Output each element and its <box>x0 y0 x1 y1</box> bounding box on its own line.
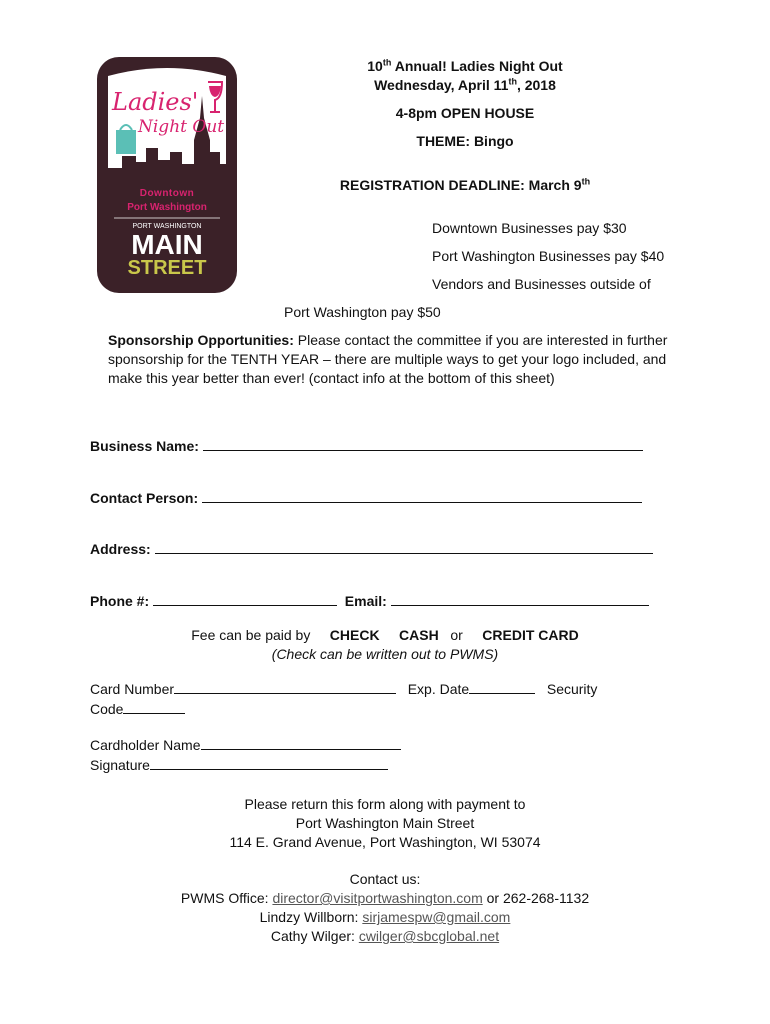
sponsorship-label: Sponsorship Opportunities: <box>108 332 294 348</box>
event-date: Wednesday, April 11th, 2018 <box>374 76 556 93</box>
contact-person-row <box>90 489 642 506</box>
payment-cash: CASH <box>399 627 439 643</box>
card-number-field[interactable] <box>174 681 396 694</box>
payment-or: or <box>450 627 463 643</box>
fee-downtown: Downtown Businesses pay $30 <box>432 220 627 236</box>
return-line3: 114 E. Grand Avenue, Port Washington, WI 53074 <box>229 834 541 850</box>
event-edition: 10th Annual! Ladies Night Out <box>367 57 563 74</box>
logo-street: STREET <box>127 257 207 279</box>
phone-label: Phone #: <box>90 593 150 609</box>
event-hours: 4-8pm OPEN HOUSE <box>395 105 535 121</box>
logo-script-line2: Night Out <box>138 117 225 137</box>
contact-lindzy: Lindzy Willborn: sirjamespw@gmail.com <box>259 909 511 925</box>
logo-graphic <box>96 56 238 294</box>
fee-text: Fee can be paid by <box>191 627 311 643</box>
address-field[interactable] <box>155 540 653 554</box>
sponsorship-text: Please contact the committee if you are interested in further sponsorship for the TENTH YEAR – there are multiple ways to get your logo included, and make this year better than ever! (contact info at the bottom of this sheet) <box>108 332 668 386</box>
email-field[interactable] <box>391 592 649 606</box>
contact-heading: Contact us: <box>349 871 421 887</box>
logo-main: MAIN <box>131 229 203 260</box>
fee-port: Port Washington Businesses pay $40 <box>432 248 665 264</box>
return-block <box>90 795 680 852</box>
payment-credit: CREDIT CARD <box>482 627 579 643</box>
ladies-night-out-logo <box>96 56 238 294</box>
address-label: Address: <box>90 541 151 557</box>
registration-deadline: REGISTRATION DEADLINE: March 9th <box>339 176 591 193</box>
return-line1: Please return this form along with payment to <box>244 796 526 812</box>
contact-block <box>90 870 680 946</box>
cardholder-label: Cardholder Name <box>90 737 201 753</box>
signature-field[interactable] <box>150 757 388 770</box>
logo-script-line1: Ladies' <box>112 88 199 116</box>
phone-field[interactable] <box>153 592 337 606</box>
exp-date-field[interactable] <box>469 681 535 694</box>
phone-email-row <box>90 592 649 609</box>
contact-office: PWMS Office: director@visitportwashington.com or 262-268-1132 <box>180 890 590 906</box>
fee-vendors-cont: Port Washington pay $50 <box>284 304 441 320</box>
office-email-link[interactable]: director@visitportwashington.com <box>272 890 483 906</box>
signature-label: Signature <box>90 757 150 773</box>
exp-date-label: Exp. Date <box>407 681 470 697</box>
logo-small-text: PORT WASHINGTON <box>132 223 202 230</box>
return-line2: Port Washington Main Street <box>295 815 475 831</box>
cardholder-field[interactable] <box>201 737 401 750</box>
logo-downtown: Downtown <box>139 188 195 199</box>
card-info-block <box>90 679 650 719</box>
check-note: (Check can be written out to PWMS) <box>271 646 499 662</box>
logo-port-washington: Port Washington <box>127 202 207 213</box>
address-row <box>90 540 653 557</box>
cathy-email-link[interactable]: cwilger@sbcglobal.net <box>358 928 500 944</box>
event-theme: THEME: Bingo <box>416 133 514 149</box>
fee-vendors: Vendors and Businesses outside of <box>432 276 651 292</box>
cardholder-block <box>90 735 650 775</box>
email-label: Email: <box>344 593 387 609</box>
business-name-row <box>90 437 643 454</box>
security-code-field[interactable] <box>123 701 185 714</box>
security-code-label: Code <box>90 701 124 717</box>
business-name-field[interactable] <box>203 437 643 451</box>
business-name-label: Business Name: <box>90 438 199 454</box>
card-number-label: Card Number <box>90 681 175 697</box>
contact-person-label: Contact Person: <box>90 490 199 506</box>
security-label: Security <box>546 681 598 697</box>
contact-cathy: Cathy Wilger: cwilger@sbcglobal.net <box>270 928 500 944</box>
lindzy-email-link[interactable]: sirjamespw@gmail.com <box>362 909 511 925</box>
sponsorship-paragraph <box>108 331 668 388</box>
payment-methods <box>90 627 680 643</box>
payment-check: CHECK <box>329 627 380 643</box>
contact-person-field[interactable] <box>202 489 642 503</box>
